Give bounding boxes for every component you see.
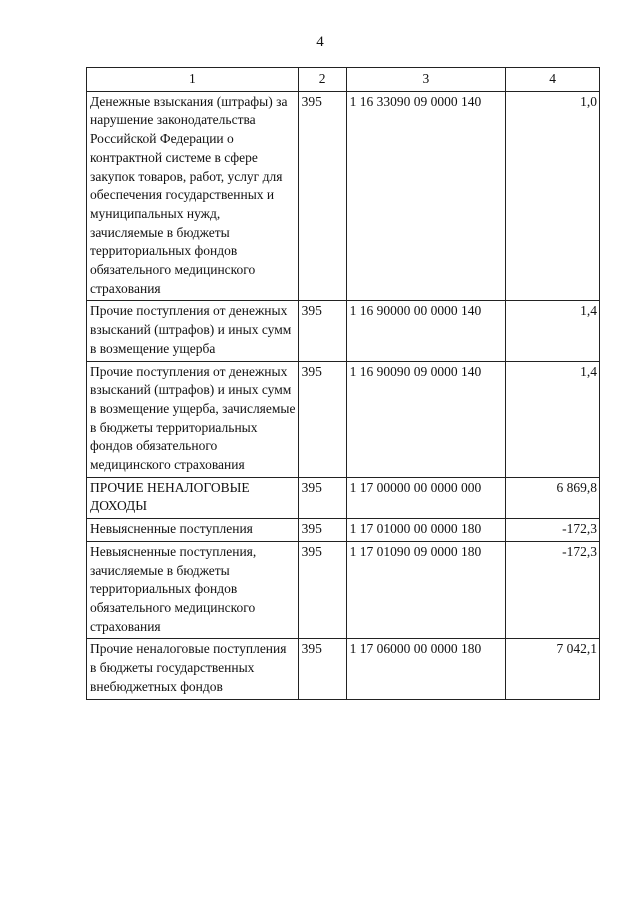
page-number: 4 <box>316 34 324 50</box>
row-admin-code: 395 <box>298 361 346 477</box>
table-row <box>87 519 600 542</box>
row-admin-code: 395 <box>298 301 346 361</box>
row-kbk-code: 1 17 06000 00 0000 180 <box>346 639 506 699</box>
row-kbk-code: 1 16 90090 09 0000 140 <box>346 361 506 477</box>
table-row <box>87 541 600 639</box>
row-name: Денежные взыскания (штрафы) за нарушение законодательства Российской Федерации о контрактной системе в сфере закупок товаров, работ, услуг для обеспечения государственных и муниципальных нужд, зачисляемые в бюджеты территориальных фондов обязательного медицинского страхования <box>87 91 299 301</box>
row-name: ПРОЧИЕ НЕНАЛОГОВЫЕ ДОХОДЫ <box>87 477 299 518</box>
row-kbk-code: 1 16 33090 09 0000 140 <box>346 91 506 301</box>
row-name: Прочие поступления от денежных взысканий (штрафов) и иных сумм в возмещение ущерба, зачисляемые в бюджеты территориальных фондов обязательного медицинского страхования <box>87 361 299 477</box>
row-amount: 1,4 <box>506 361 600 477</box>
row-admin-code: 395 <box>298 477 346 518</box>
header-col-1: 1 <box>87 68 299 92</box>
revenue-table <box>86 67 600 700</box>
row-kbk-code: 1 17 01000 00 0000 180 <box>346 519 506 542</box>
table-header <box>87 68 600 92</box>
row-amount: 1,0 <box>506 91 600 301</box>
table-row <box>87 301 600 361</box>
row-amount: 7 042,1 <box>506 639 600 699</box>
header-col-4: 4 <box>506 68 600 92</box>
header-col-2: 2 <box>298 68 346 92</box>
row-admin-code: 395 <box>298 519 346 542</box>
row-kbk-code: 1 16 90000 00 0000 140 <box>346 301 506 361</box>
header-col-3: 3 <box>346 68 506 92</box>
row-name: Невыясненные поступления <box>87 519 299 542</box>
table-row <box>87 361 600 477</box>
row-name: Невыясненные поступления, зачисляемые в бюджеты территориальных фондов обязательного медицинского страхования <box>87 541 299 639</box>
table-row <box>87 639 600 699</box>
row-admin-code: 395 <box>298 91 346 301</box>
row-admin-code: 395 <box>298 639 346 699</box>
header-row <box>87 68 600 92</box>
row-name: Прочие неналоговые поступления в бюджеты государственных внебюджетных фондов <box>87 639 299 699</box>
table-row <box>87 91 600 301</box>
row-amount: -172,3 <box>506 541 600 639</box>
row-kbk-code: 1 17 00000 00 0000 000 <box>346 477 506 518</box>
row-amount: 1,4 <box>506 301 600 361</box>
row-name: Прочие поступления от денежных взысканий (штрафов) и иных сумм в возмещение ущерба <box>87 301 299 361</box>
row-amount: 6 869,8 <box>506 477 600 518</box>
table-row <box>87 477 600 518</box>
row-kbk-code: 1 17 01090 09 0000 180 <box>346 541 506 639</box>
table-body <box>87 91 600 699</box>
row-amount: -172,3 <box>506 519 600 542</box>
row-admin-code: 395 <box>298 541 346 639</box>
